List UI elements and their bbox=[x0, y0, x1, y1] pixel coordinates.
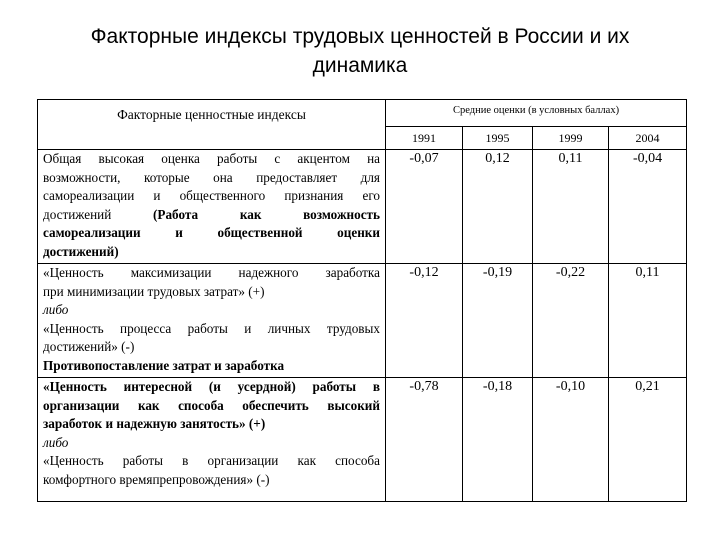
row-2-value-2004: 0,11 bbox=[609, 264, 687, 378]
row-3-description bbox=[38, 378, 386, 502]
row-2-line-2: при минимизации трудовых затрат» (+) bbox=[43, 283, 265, 299]
row-2-line-3: либо bbox=[43, 302, 69, 317]
row-3-value-1991: -0,78 bbox=[386, 378, 463, 502]
factor-index-table bbox=[37, 99, 687, 502]
row-3-line-2: организации как способа обеспечить высокий bbox=[43, 397, 380, 413]
row-2-value-1999: -0,22 bbox=[533, 264, 609, 378]
table-header-row bbox=[38, 100, 687, 127]
year-1999: 1999 bbox=[533, 127, 609, 150]
row-2-line-1: «Ценность максимизации надежного заработка bbox=[43, 265, 380, 280]
table-row bbox=[38, 264, 687, 378]
year-1991: 1991 bbox=[386, 127, 463, 150]
row-3-value-2004: 0,21 bbox=[609, 378, 687, 502]
row-1-line-1: Общая высокая оценка работы с акцентом на bbox=[43, 151, 380, 166]
year-1995: 1995 bbox=[463, 127, 533, 150]
header-factor-indices: Факторные ценностные индексы bbox=[38, 100, 386, 150]
row-3-value-1995: -0,18 bbox=[463, 378, 533, 502]
row-1-description bbox=[38, 150, 386, 264]
row-2-value-1991: -0,12 bbox=[386, 264, 463, 378]
row-2-description bbox=[38, 264, 386, 378]
row-1-line-5: самореализации и общественной оценки bbox=[43, 225, 380, 240]
row-1-line-2: возможности, которые она предоставляет для bbox=[43, 169, 380, 185]
row-3-line-6: комфортного времяпрепровождения» (-) bbox=[43, 471, 270, 487]
row-1-line-3: самореализации и общественного признания его bbox=[43, 188, 380, 203]
title-line-2: динамика bbox=[312, 54, 408, 77]
row-2-value-1995: -0,19 bbox=[463, 264, 533, 378]
page-title bbox=[0, 22, 720, 80]
row-3-line-3: заработок и надежную занятость» (+) bbox=[43, 416, 266, 431]
row-3-line-5: «Ценность работы в организации как способа bbox=[43, 453, 380, 468]
table-row bbox=[38, 378, 687, 502]
row-3-line-4: либо bbox=[43, 434, 69, 450]
row-1-line-4a: достижений bbox=[43, 206, 112, 222]
table-row bbox=[38, 150, 687, 264]
row-1-value-1991: -0,07 bbox=[386, 150, 463, 264]
row-2-line-6: Противопоставление затрат и заработка bbox=[43, 357, 285, 373]
title-line-1: Факторные индексы трудовых ценностей в России и их bbox=[90, 25, 630, 48]
header-mean-scores: Средние оценки (в условных баллах) bbox=[386, 100, 687, 127]
year-2004: 2004 bbox=[609, 127, 687, 150]
row-1-value-1995: 0,12 bbox=[463, 150, 533, 264]
row-1-line-4 bbox=[43, 206, 380, 225]
row-1-line-4b: (Работа как возможность bbox=[153, 206, 381, 222]
row-1-line-6: достижений) bbox=[43, 243, 119, 259]
row-3-value-1999: -0,10 bbox=[533, 378, 609, 502]
row-2-line-4: «Ценность процесса работы и личных трудовых bbox=[43, 320, 380, 336]
row-1-value-2004: -0,04 bbox=[609, 150, 687, 264]
row-3-line-1: «Ценность интересной (и усердной) работы в bbox=[43, 379, 380, 394]
row-1-value-1999: 0,11 bbox=[533, 150, 609, 264]
row-2-line-5: достижений» (-) bbox=[43, 339, 135, 354]
